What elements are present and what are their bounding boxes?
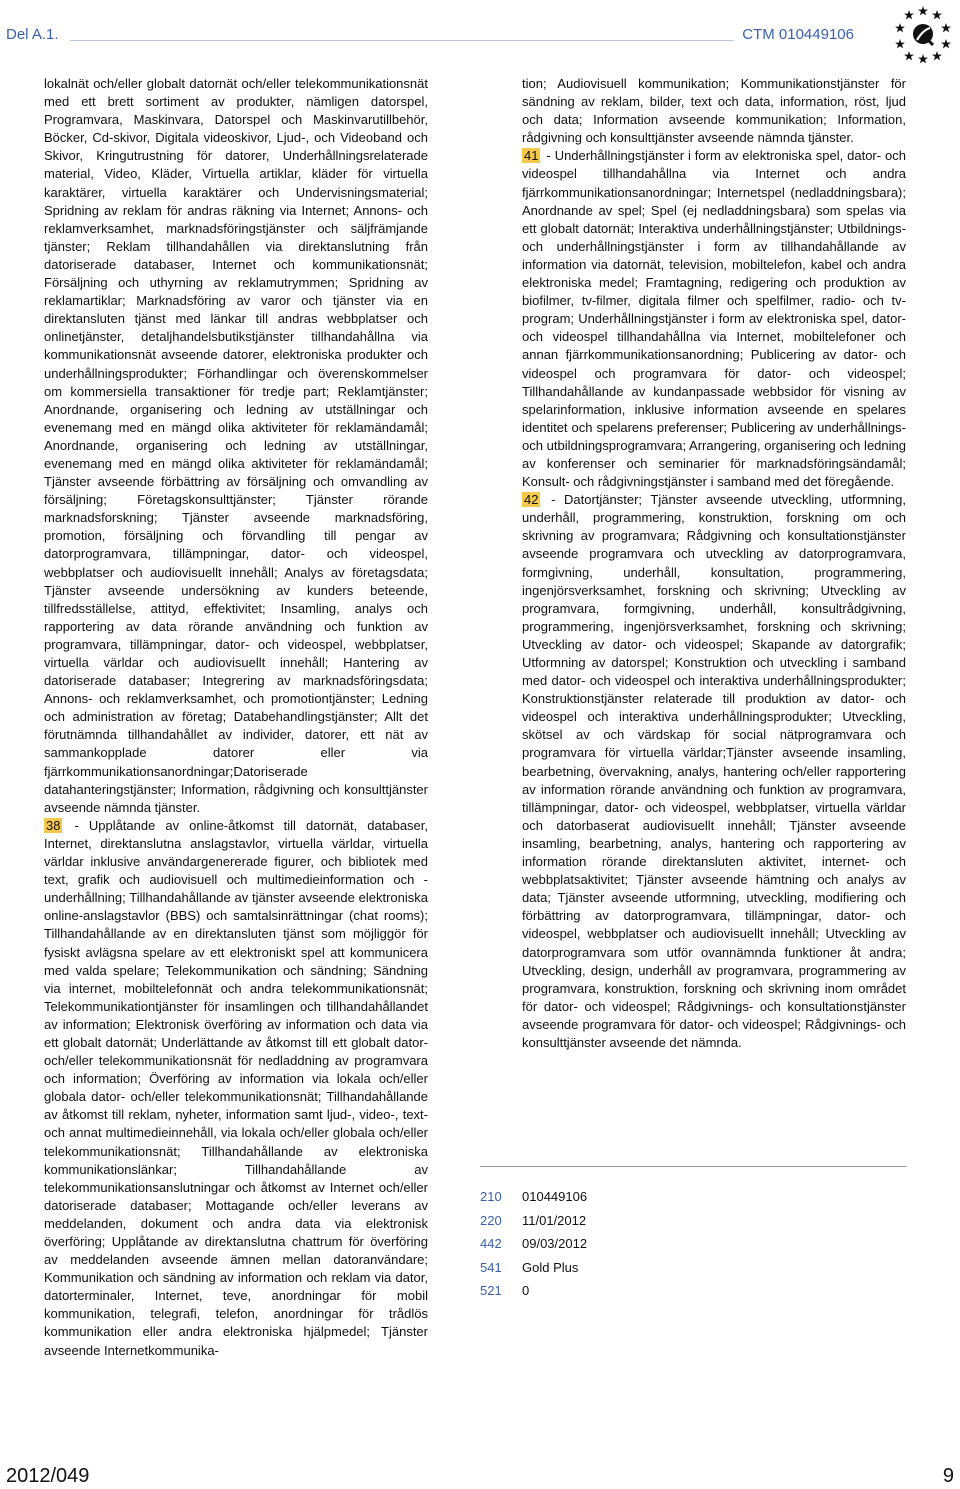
document-code: CTM 010449106 [734,26,854,43]
metadata-row [480,1260,587,1284]
class-41-paragraph [522,147,906,491]
class-42-text: - Datortjänster; Tjänster avseende utveckling, utformning, underhåll, programmering, konstruktion, forskning om och skrivning av programvara; Rådgivning och konsultationstjänster avseende programvara och utveckling av datorprogramvara, formgivning, underhåll, konsultation, programmering, ingenjörsverksamhet, forskning och skrivning; Utveckling av programvara, formgivning, underhåll, konsultrådgivning, programmering, ingenjörsverksamhet, forskning och skrivning; Utveckling av dator- och videospel; Skapande av datorgrafik; Utformning av datorspel; Konstruktion och utveckling i samband med dator- och videospel och interaktiva underhållningsprodukter; Konstruktionstjänster relaterade till produktion av dator- och videospel och interaktiva underhållningsprodukter; Utveckling, skötsel av och värdskap för social nätprogramvara och programvara för virtuella världar;Tjänster avseende insamling, bearbetning, övervakning, analys, hantering och/eller rapportering av information rörande användning och funktion av programvara, tillämpningar, dator- och videospel, webbplatser, virtuella världar och datorbaserat audiovisuellt innehåll; Tjänster avseende insamling, bearbetning, analys, hantering och rapportering av information rörande direktansluten aktivitet, internet- och webbplatsaktivitet; Tjänster avseende hämtning och analys av data; Tjänster avseende utformning, utveckling, modifiering och förbättring av datorprogramvara, tillämpningar, dator- och videospel, webbplatser och audiovisuellt innehåll; Utveckling av datorprogramvara som utför ovannämnda funktioner åt andra; Utveckling, design, underhåll av programvara, programmering av programvara, konstruktion, forskning och skrivning inom området för dator- och videospel; Rådgivnings- och konsultationstjänster avseende programvara för dator- och videospel; Rådgivnings- och konsulttjänster avseende det nämnda. [522,492,906,1050]
class-42-paragraph [522,491,906,1052]
metadata-row [480,1213,587,1237]
right-column [522,75,906,1052]
issue-number: 2012/049 [6,1465,90,1487]
left-column [44,75,428,1360]
class-number-badge: 38 [46,817,61,833]
metadata-value: Gold Plus [522,1259,579,1275]
class-41-text: - Underhållningstjänster i form av elektroniska spel, dator- och videospel tillhandahållna via Internet och andra fjärrkommunikationsanordningar; Internetspel (nedladdningsbara); Anordnande av spel; Spel (ej nedladdningsbara) som spelas via ett globalt datornät; Interaktiva underhållningstjänster; Utbildnings- och underhållningstjänster i form av tillhandahållande av information via datornät, television, mobiltelefon, kabel och andra elektroniska medel; Framtagning, redigering och produktion av biofilmer, tv-filmer, digitala filmer och spelfilmer, radio- och tv-program; Underhållningstjänster i form av elektroniska spel, dator- och videospel tillhandahållna via Internet, mobiltelefoner och annan fjärrkommunikationsanordning; Publicering av dator- och videospel och programvara för dator- och videospel; Tillhandahållande av kundanpassade webbsidor för visning av spelarinformation, inklusive information avseende en spelares identitet och spelarens preferenser; Publicering av underhållnings- och utbildningsprogramvara; Arrangering, organisering och ledning av konferenser och seminarier för marknadsföringsändamål; Konsult- och rådgivningstjänster i samband med det föregående. [522,148,906,490]
eu-stars-logo-icon [890,4,956,64]
goods-services-text: lokalnät och/eller globalt datornät och/eller telekommunikationsnät med ett brett sortiment av produkter, nämligen datorspel, Programvara, Maskinvara, Datorspel och Maskinvarutillbehör, Böcker, Cd-skivor, Digitala videoskivor, Ljud-, och Videoband och Skivor, Kringutrustning för datorer, Underhållningsrelaterade material, Video, Kläder, Virtuella artiklar, kläder för virtuella karaktärer, virtuella karaktärer och Undervisningsmaterial; Spridning av reklam för andras räkning via Internet; Annons- och reklamverksamhet, marknadsföringstjänster och säljfrämjande tjänster; Reklam tillhandahållen via direktanslutning från datoriserade databaser, Internet och kommunikationsnät; Försäljning och uthyrning av reklamutrymmen; Spridning av reklamartiklar; Marknadsföring av varor och tjänster via en direktansluten tjänst med länkar till andras webbplatser och onlinetjänster, detaljhandelsbutikstjänster tillhandahållna via kommunikationsnät avseende datorer, elektroniska produkter och underhållningsprodukter; Förhandlingar och överenskommelser om kommersiella transaktioner för tredje part; Reklamtjänster; Anordnande, organisering och ledning av utställningar och evenemang med en mängd olika aktiviteter för reklamändamål; Anordnande, organisering och ledning av utställningar, evenemang med en mängd olika aktiviteter för reklamändamål; Tjänster avseende förbättring av försäljning och omvandling av försäljning; Företagskonsulttjänster; Tjänster rörande marknadsforskning; Tjänster avseende marknadsföring, promotion, försäljning och förvandling till pengar av datorprogramvara, tillämpningar, dator- och videospel, webbplatser och audiovisuellt innehåll; Analys av företagsdata; Tjänster avseende undersökning av kunders beteende, tillfredsställelse, attityd, effektivitet; Insamling, analys och rapportering av data rörande användning och funktion av programvara, tillämpningar, dator- och videospel, webbplatser, virtuella världar och audiovisuellt innehåll; Hantering av datoriserade databaser; Integrering av marknadsföringsdata; Annons- och reklamverksamhet, och promotiontjänster; Ledning och administration av företag; Databehandlingstjänster; Allt det förutnämnda tillhandahållet av individer, datorer, ett nät av sammankopplade datorer eller via fjärrkommunikationsanordningar;Datoriserade datahanteringstjänster; Information, rådgivning och konsulttjänster avseende nämnda tjänster. [44,76,428,815]
metadata-code: 210 [480,1189,502,1204]
metadata-code: 541 [480,1259,502,1275]
class-number-badge: 42 [524,492,539,508]
metadata-value: 09/03/2012 [522,1236,588,1252]
metadata-divider [480,1166,906,1167]
class-38-text: - Upplåtande av online-åtkomst till datornät, databaser, Internet, direktanslutna anslagstavlor, virtuella världar, virtuella världar inklusive användargenererade figurer, och bibliotek med text, grafik och audiovisuell och multimedieinformation och -underhållning; Tillhandahållande av tjänster avseende elektroniska online-anslagstavlor (BBS) och samtalsinrättningar (chat rooms); Tillhandahållande av en direktansluten tjänst som möjliggör för fysiskt avlägsna spelare av ett elektroniskt spel att kommunicera med valda spelare; Telekommunikation och sändning; Sändning via internet, mobiltelefonnät och andra telekommunikationsnät; Telekommunikationtjänster för insamlingen och tillhandahållandet av information; Elektronisk överföring av information och data via ett globalt datornät; Underlättande av åtkomst till ett globalt dator- och/eller telekommunikationsnät för nedladdning av programvara och information; Överföring av information via lokala och/eller globala dator- och/eller telekommunikationsnät; Tillhandahållande av åtkomst till reklam, nyheter, information samt ljud-, video-, text- och annat multimedieinnehåll, via lokala och/eller globala och/eller telekommunikationsnät; Tillhandahållande av elektroniska kommunikationslänkar; Tillhandahållande av telekommunikationsanslutningar och åtkomst av Internet och/eller datoriserade databaser; Mottagande och/eller leverans av meddelanden, dokument och andra data via elektronisk överföring; Upplåtande av direktanslutna chattrum för överföring av meddelanden avseende ämnen mellan datoranvändare; Kommunikation och sändning av information och reklam via dator, datorterminaler, Internet, teve, anordningar för mobil kommunikation, telegrafi, telefon, anordningar för trådlös kommunikation eller andra elektroniska hjälpmedel; Tjänster avseende Internetkommunika- [44,817,428,1358]
metadata-code: 220 [480,1212,502,1228]
metadata-value: 010449106 [522,1189,588,1204]
metadata-row [480,1236,587,1260]
continued-text: tion; Audiovisuell kommunikation; Kommunikationstjänster för sändning av reklam, bilder, text och data, information, röst, ljud och data; Information avseende kommunikation; Information, rådgivning och konsulttjänster avseende nämnda tjänster. [522,76,906,146]
class-number-badge: 41 [524,148,539,164]
metadata-code: 521 [480,1283,502,1299]
metadata-row [480,1283,587,1307]
header-divider [70,40,848,41]
page-number: 9 [942,1465,954,1487]
class-38-paragraph [44,817,428,1360]
metadata-value: 0 [522,1283,530,1299]
metadata-code: 442 [480,1236,502,1252]
section-label: Del A.1. [6,26,59,43]
metadata-table [480,1189,587,1307]
metadata-row [480,1189,587,1213]
metadata-value: 11/01/2012 [522,1212,587,1228]
